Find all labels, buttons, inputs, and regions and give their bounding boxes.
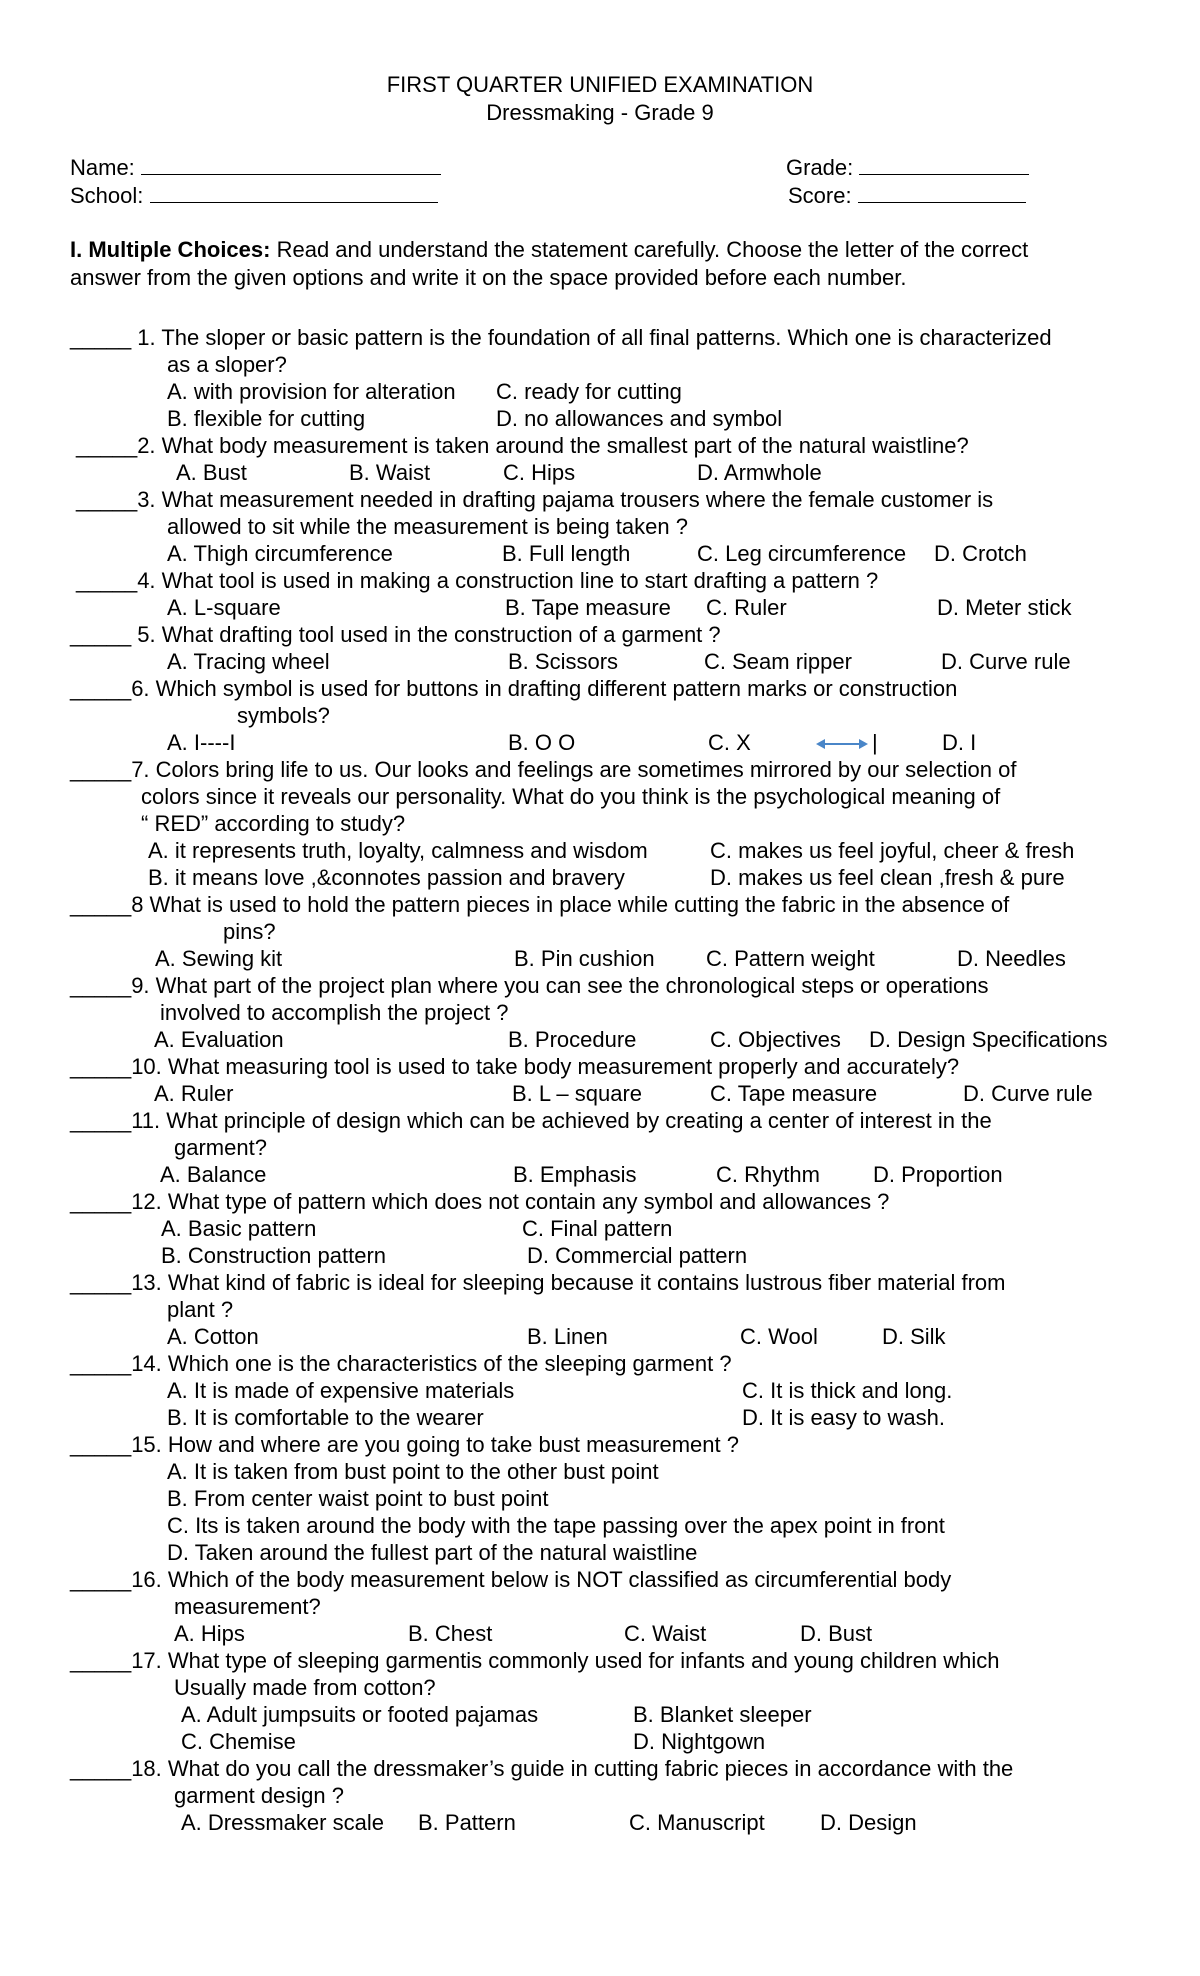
q4-option-a: A. L-square: [167, 595, 281, 620]
question-3-text: 3. What measurement needed in drafting pajama trousers where the female customer is: [137, 487, 994, 512]
question-16-text-2: measurement?: [174, 1594, 321, 1619]
q3-option-a: A. Thigh circumference: [167, 541, 393, 566]
q10-option-a: A. Ruler: [154, 1081, 234, 1106]
question-12-stem: [70, 1188, 889, 1215]
question-2-text: 2. What body measurement is taken around the smallest part of the natural waistline?: [137, 433, 969, 458]
question-13-text-2: plant ?: [167, 1297, 234, 1322]
q7-option-b: B. it means love ,&connotes passion and bravery: [148, 865, 625, 890]
q7-option-c: C. makes us feel joyful, cheer & fresh: [710, 838, 1075, 863]
grade-blank[interactable]: [859, 154, 1029, 175]
answer-blank-16[interactable]: _____: [70, 1567, 132, 1592]
answer-blank-1[interactable]: _____: [70, 325, 132, 350]
question-4-stem: [76, 567, 878, 594]
q3-option-d: D. Crotch: [934, 541, 1027, 566]
answer-blank-12[interactable]: _____: [70, 1189, 132, 1214]
q5-option-a: A. Tracing wheel: [167, 649, 330, 674]
question-8-stem: [70, 891, 1009, 918]
q10-option-b: B. L – square: [512, 1081, 643, 1106]
question-4-text: 4. What tool is used in making a construction line to start drafting a pattern ?: [137, 568, 879, 593]
q16-option-d: D. Bust: [800, 1621, 873, 1646]
q7-option-d: D. makes us feel clean ,fresh & pure: [710, 865, 1065, 890]
question-5-text: 5. What drafting tool used in the construction of a garment ?: [131, 622, 721, 647]
answer-blank-13[interactable]: _____: [70, 1270, 132, 1295]
q15-option-d: D. Taken around the fullest part of the natural waistline: [167, 1540, 698, 1565]
question-14-text: 14. Which one is the characteristics of the sleeping garment ?: [131, 1351, 732, 1376]
question-10-text: 10. What measuring tool is used to take body measurement properly and accurately?: [131, 1054, 960, 1079]
answer-blank-7[interactable]: _____: [70, 757, 132, 782]
q4-option-c: C. Ruler: [706, 595, 787, 620]
q4-option-b: B. Tape measure: [505, 595, 671, 620]
q17-option-d: D. Nightgown: [633, 1729, 766, 1754]
exam-subtitle: Dressmaking - Grade 9: [486, 100, 714, 125]
question-11-text-2: garment?: [174, 1135, 267, 1160]
q6-option-c-bar: |: [872, 730, 878, 755]
q2-option-d: D. Armwhole: [697, 460, 822, 485]
q13-option-c: C. Wool: [740, 1324, 818, 1349]
question-12-text: 12. What type of pattern which does not contain any symbol and allowances ?: [131, 1189, 890, 1214]
question-15-stem: [70, 1431, 739, 1458]
q10-option-c: C. Tape measure: [710, 1081, 878, 1106]
question-2-stem: [76, 432, 969, 459]
q9-option-c: C. Objectives: [710, 1027, 841, 1052]
q18-option-a: A. Dressmaker scale: [181, 1810, 384, 1835]
school-label: School:: [70, 183, 144, 208]
question-9-text-2: involved to accomplish the project ?: [160, 1000, 509, 1025]
question-17-text: 17. What type of sleeping garmentis commonly used for infants and young children which: [131, 1648, 1000, 1673]
q12-option-b: B. Construction pattern: [161, 1243, 387, 1268]
q12-option-d: D. Commercial pattern: [527, 1243, 748, 1268]
score-field[interactable]: [788, 182, 1026, 209]
q16-option-b: B. Chest: [408, 1621, 493, 1646]
q8-option-a: A. Sewing kit: [155, 946, 283, 971]
name-blank[interactable]: [141, 154, 441, 175]
question-9-stem: [70, 972, 988, 999]
question-7-text: 7. Colors bring life to us. Our looks and feelings are sometimes mirrored by our selection of: [131, 757, 1017, 782]
q5-option-b: B. Scissors: [508, 649, 619, 674]
q6-option-b: B. O O: [508, 730, 576, 755]
question-8-text: 8 What is used to hold the pattern pieces in place while cutting the fabric in the absence of: [131, 892, 1010, 917]
q17-option-c: C. Chemise: [181, 1729, 296, 1754]
instructions-heading: I. Multiple Choices:: [70, 237, 271, 262]
instructions-text-1: Read and understand the statement carefully. Choose the letter of the correct: [270, 237, 1029, 262]
question-18-text: 18. What do you call the dressmaker’s guide in cutting fabric pieces in accordance with the: [131, 1756, 1014, 1781]
q8-option-d: D. Needles: [957, 946, 1066, 971]
question-13-stem: [70, 1269, 1006, 1296]
q11-option-d: D. Proportion: [873, 1162, 1003, 1187]
double-arrow-icon: [816, 736, 868, 752]
question-1-text-2: as a sloper?: [167, 352, 287, 377]
question-7-text-3: “ RED” according to study?: [141, 811, 406, 836]
answer-blank-3[interactable]: _____: [76, 487, 138, 512]
q11-option-a: A. Balance: [160, 1162, 267, 1187]
q18-option-b: B. Pattern: [418, 1810, 516, 1835]
school-blank[interactable]: [150, 182, 438, 203]
q15-option-c: C. Its is taken around the body with the tape passing over the apex point in front: [167, 1513, 945, 1538]
question-9-text: 9. What part of the project plan where you can see the chronological steps or operations: [131, 973, 989, 998]
q2-option-a: A. Bust: [176, 460, 247, 485]
q14-option-a: A. It is made of expensive materials: [167, 1378, 515, 1403]
question-6-stem: [70, 675, 957, 702]
q16-option-c: C. Waist: [624, 1621, 707, 1646]
name-label: Name:: [70, 155, 135, 180]
q11-option-b: B. Emphasis: [513, 1162, 637, 1187]
question-6-text-2: symbols?: [237, 703, 330, 728]
q2-option-b: B. Waist: [349, 460, 431, 485]
q5-option-c: C. Seam ripper: [704, 649, 852, 674]
q13-option-d: D. Silk: [882, 1324, 946, 1349]
question-15-text: 15. How and where are you going to take bust measurement ?: [131, 1432, 739, 1457]
question-8-text-2: pins?: [223, 919, 276, 944]
question-3-stem: [76, 486, 993, 513]
question-7-stem: [70, 756, 1016, 783]
answer-blank-17[interactable]: _____: [70, 1648, 132, 1673]
q3-option-b: B. Full length: [502, 541, 631, 566]
answer-blank-18[interactable]: _____: [70, 1756, 132, 1781]
question-16-text: 16. Which of the body measurement below is NOT classified as circumferential body: [131, 1567, 952, 1592]
q2-option-c: C. Hips: [503, 460, 576, 485]
q3-option-c: C. Leg circumference: [697, 541, 907, 566]
exam-title: FIRST QUARTER UNIFIED EXAMINATION: [386, 72, 814, 97]
question-1-text: 1. The sloper or basic pattern is the foundation of all final patterns. Which one is characterized: [131, 325, 1052, 350]
instructions-line-1: [70, 236, 1028, 263]
q5-option-d: D. Curve rule: [941, 649, 1071, 674]
q11-option-c: C. Rhythm: [716, 1162, 820, 1187]
question-16-stem: [70, 1566, 951, 1593]
q14-option-c: C. It is thick and long.: [742, 1378, 953, 1403]
question-10-stem: [70, 1053, 959, 1080]
q13-option-b: B. Linen: [527, 1324, 608, 1349]
question-6-text: 6. Which symbol is used for buttons in drafting different pattern marks or construction: [131, 676, 958, 701]
q9-option-b: B. Procedure: [508, 1027, 637, 1052]
answer-blank-2[interactable]: _____: [76, 433, 138, 458]
answer-blank-10[interactable]: _____: [70, 1054, 132, 1079]
q6-option-d: D. I: [942, 730, 977, 755]
answer-blank-6[interactable]: _____: [70, 676, 132, 701]
q12-option-c: C. Final pattern: [522, 1216, 673, 1241]
answer-blank-15[interactable]: _____: [70, 1432, 132, 1457]
question-11-stem: [70, 1107, 992, 1134]
score-label: Score:: [788, 183, 852, 208]
grade-field[interactable]: [786, 154, 1029, 181]
question-14-stem: [70, 1350, 732, 1377]
answer-blank-5[interactable]: _____: [70, 622, 132, 647]
answer-blank-4[interactable]: _____: [76, 568, 138, 593]
q7-option-a: A. it represents truth, loyalty, calmness and wisdom: [148, 838, 648, 863]
school-field[interactable]: [70, 182, 438, 209]
question-18-text-2: garment design ?: [174, 1783, 344, 1808]
q10-option-d: D. Curve rule: [963, 1081, 1093, 1106]
q15-option-a: A. It is taken from bust point to the other bust point: [167, 1459, 659, 1484]
answer-blank-11[interactable]: _____: [70, 1108, 132, 1133]
question-11-text: 11. What principle of design which can be achieved by creating a center of interest in the: [131, 1108, 992, 1133]
question-17-stem: [70, 1647, 999, 1674]
q17-option-b: B. Blanket sleeper: [633, 1702, 812, 1727]
q1-option-d: D. no allowances and symbol: [496, 406, 783, 431]
question-3-text-2: allowed to sit while the measurement is being taken ?: [167, 514, 688, 539]
question-17-text-2: Usually made from cotton?: [174, 1675, 436, 1700]
q18-option-c: C. Manuscript: [629, 1810, 765, 1835]
q4-option-d: D. Meter stick: [937, 595, 1072, 620]
q6-option-c: C. X: [708, 730, 751, 755]
instructions-line-2: answer from the given options and write it on the space provided before each number.: [70, 265, 907, 290]
score-blank[interactable]: [858, 182, 1026, 203]
q9-option-d: D. Design Specifications: [869, 1027, 1108, 1052]
question-5-stem: [70, 621, 721, 648]
answer-blank-9[interactable]: _____: [70, 973, 132, 998]
q18-option-d: D. Design: [820, 1810, 917, 1835]
question-7-text-2: colors since it reveals our personality. What do you think is the psychological meaning of: [141, 784, 1001, 809]
question-1-stem: [70, 324, 1052, 351]
q1-option-a: A. with provision for alteration: [167, 379, 456, 404]
q8-option-c: C. Pattern weight: [706, 946, 875, 971]
q1-option-b: B. flexible for cutting: [167, 406, 366, 431]
q14-option-b: B. It is comfortable to the wearer: [167, 1405, 484, 1430]
name-field[interactable]: [70, 154, 441, 181]
q16-option-a: A. Hips: [174, 1621, 245, 1646]
q15-option-b: B. From center waist point to bust point: [167, 1486, 549, 1511]
q9-option-a: A. Evaluation: [154, 1027, 284, 1052]
answer-blank-14[interactable]: _____: [70, 1351, 132, 1376]
q13-option-a: A. Cotton: [167, 1324, 259, 1349]
question-13-text: 13. What kind of fabric is ideal for sleeping because it contains lustrous fiber material from: [131, 1270, 1006, 1295]
question-18-stem: [70, 1755, 1013, 1782]
q14-option-d: D. It is easy to wash.: [742, 1405, 945, 1430]
q17-option-a: A. Adult jumpsuits or footed pajamas: [181, 1702, 539, 1727]
grade-label: Grade:: [786, 155, 854, 180]
q12-option-a: A. Basic pattern: [161, 1216, 317, 1241]
q8-option-b: B. Pin cushion: [514, 946, 655, 971]
q6-option-a: A. I----I: [167, 730, 236, 755]
answer-blank-8[interactable]: _____: [70, 892, 132, 917]
q1-option-c: C. ready for cutting: [496, 379, 682, 404]
